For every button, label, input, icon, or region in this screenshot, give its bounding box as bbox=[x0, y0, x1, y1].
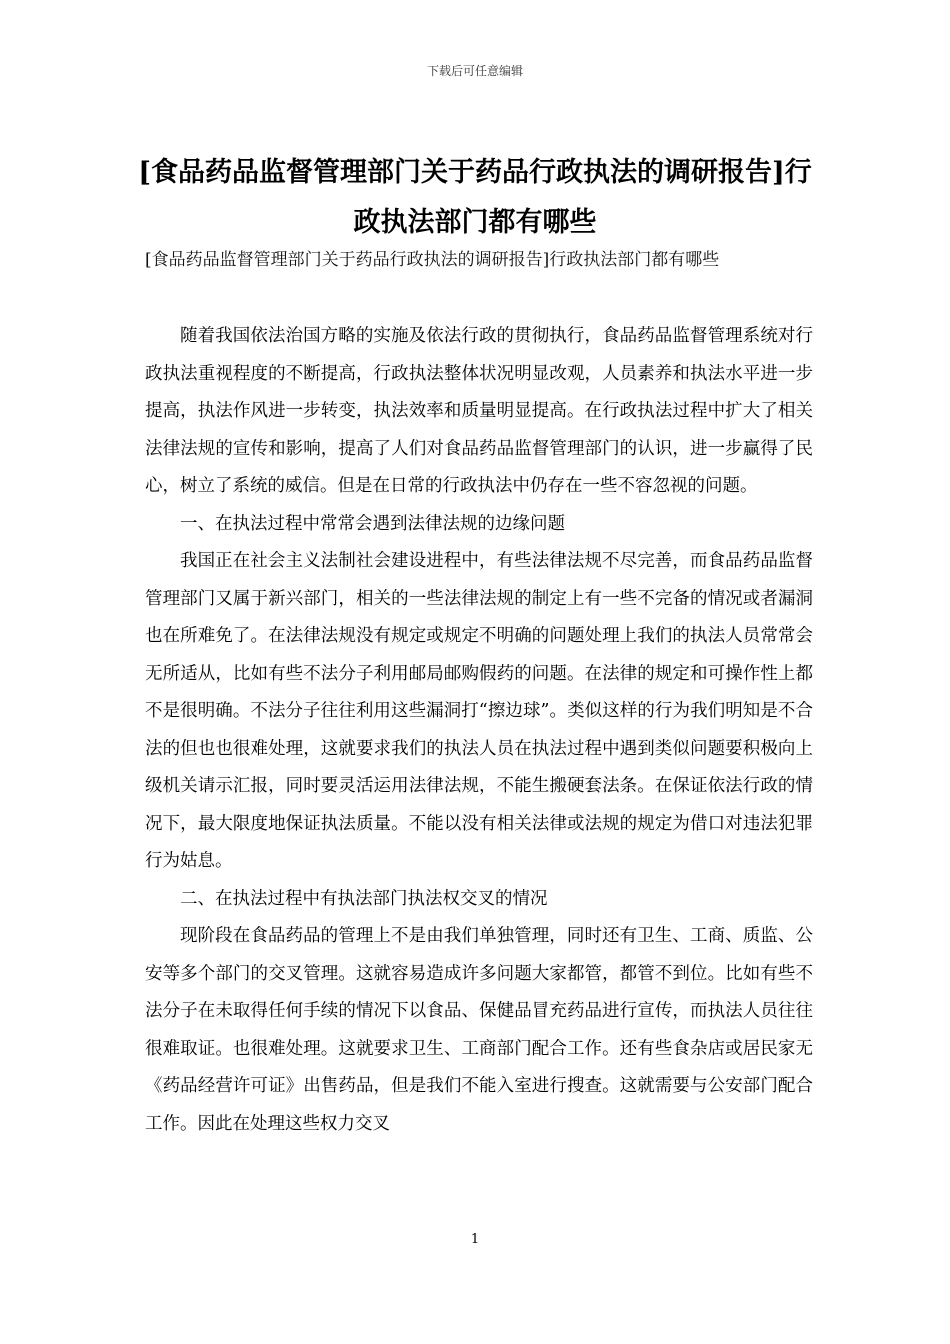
document-title: [食品药品监督管理部门关于药品行政执法的调研报告]行政执法部门都有哪些 bbox=[138, 157, 812, 238]
header-note: 下载后可任意编辑 bbox=[426, 64, 523, 78]
paragraph-section-2: 现阶段在食品药品的管理上不是由我们单独管理，同时还有卫生、工商、质监、公安等多个部门的交叉管理。这就容易造成许多问题大家都管，都管不到位。比如有些不法分子在未取得任何手续的情况下以食品、保健品冒充药品进行宣传，而执法人员往往很难取证。也很难处理。这就要求卫生、工商部门配合工作。还有些食杂店或居民家无《药品经营许可证》出售药品，但是我们不能入室进行搜查。这就需要与公安部门配合工作。因此在处理这些权力交叉 bbox=[145, 926, 813, 1134]
document-subtitle: [食品药品监督管理部门关于药品行政执法的调研报告]行政执法部门都有哪些 bbox=[145, 250, 720, 270]
paragraph-section-1: 我国正在社会主义法制社会建设进程中，有些法律法规不尽完善，而食品药品监督管理部门又属于新兴部门，相关的一些法律法规的制定上有一些不完备的情况或者漏洞也在所难免了。在法律法规没有规定或规定不明确的问题处理上我们的执法人员常常会无所适从，比如有些不法分子利用邮局邮购假药的问题。在法律的规定和可操作性上都不是很明确。不法分子往往利用这些漏洞打“擦边球”。类似这样的行为我们明知是不合法的但也也很难处理，这就要求我们的执法人员在执法过程中遇到类似问题要积极向上级机关请示汇报，同时要灵活运用法律法规，不能生搬硬套法条。在保证依法行政的情况下，最大限度地保证执法质量。不能以没有相关法律或法规的规定为借口对违法犯罪行为姑息。 bbox=[145, 551, 813, 871]
page-number: 1 bbox=[470, 1232, 480, 1247]
section-heading-1: 一、在执法过程中常常会遇到法律法规的边缘问题 bbox=[180, 513, 565, 534]
document-body bbox=[145, 318, 813, 1143]
paragraph-intro: 随着我国依法治国方略的实施及依法行政的贯彻执行，食品药品监督管理系统对行政执法重视程度的不断提高，行政执法整体状况明显改观，人员素养和执法水平进一步提高，执法作风进一步转变，执法效率和质量明显提高。在行政执法过程中扩大了相关法律法规的宣传和影响，提高了人们对食品药品监督管理部门的认识，进一步赢得了民心，树立了系统的威信。但是在日常的行政执法中仍存在一些不容忽视的问题。 bbox=[145, 326, 813, 496]
section-heading-2: 二、在执法过程中有执法部门执法权交叉的情况 bbox=[180, 888, 548, 909]
